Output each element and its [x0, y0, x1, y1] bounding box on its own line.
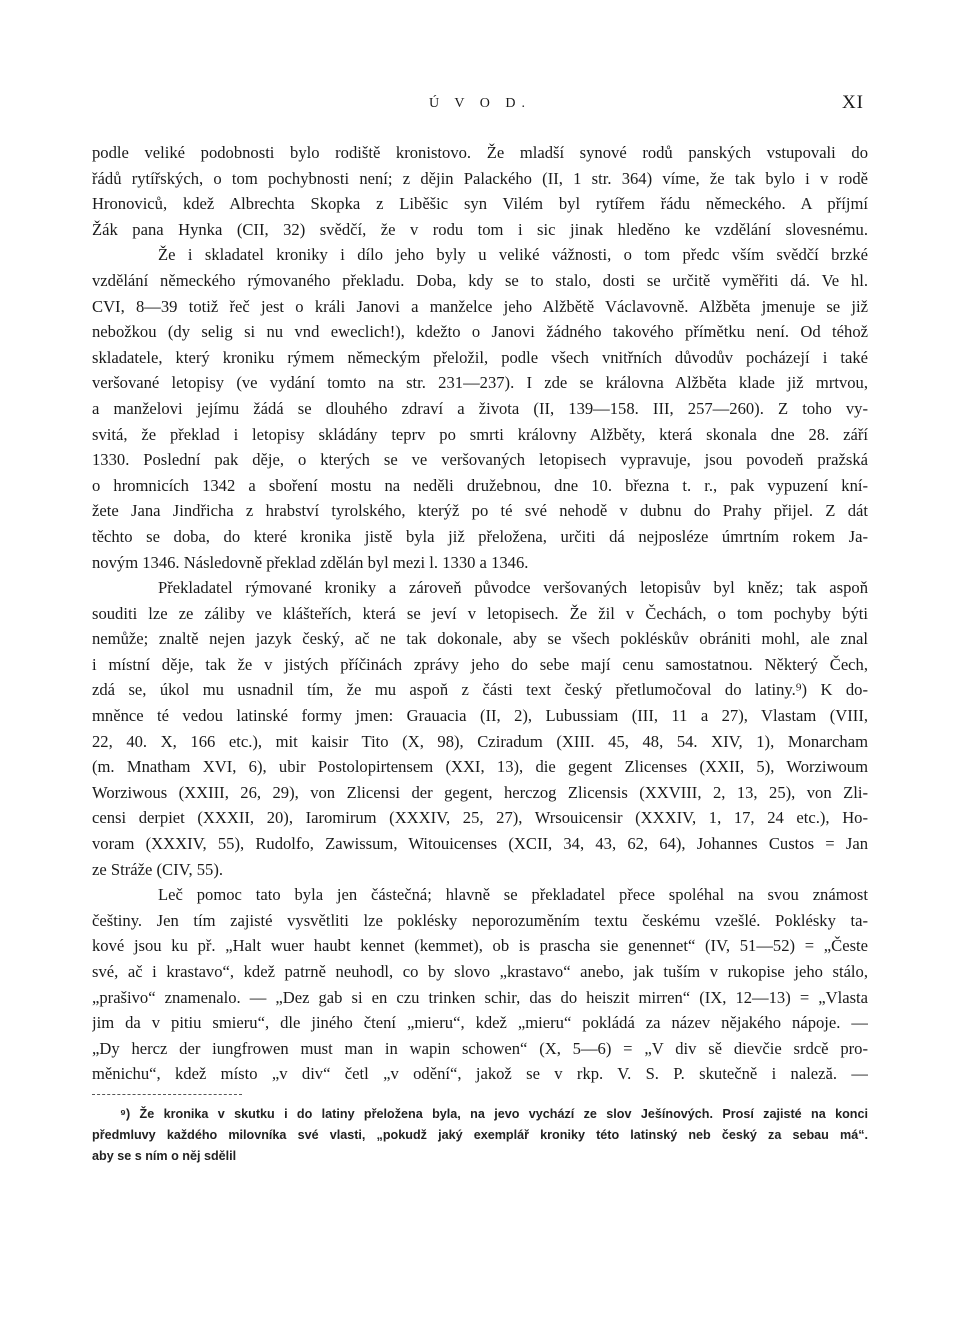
text-line: řádů rytířských, o tom pochybnosti není; z dějin Palackého (II, 1 str. 364) víme, že tak bylo i v rodě [92, 168, 868, 188]
text-line: jim da v pitiu smieru“, dle jiného čtení „mieru“, kdež „mieru“ pokládá za název nějakého nápoje. — [92, 1013, 868, 1033]
footnote-divider [92, 1094, 242, 1095]
text-line: i místní děje, tak že v jistých příčinách zprávy jeho do sebe mají cenu samostatnou. Některý Čech, [92, 654, 868, 674]
text-line: CVI, 8—39 totiž řeč jest o králi Janovi a manželce jeho Alžbětě Václavovně. Alžběta jmenuje se již [92, 296, 868, 316]
text-line: censi derpiet (XXXII, 20), Iaromirum (XXXIV, 25, 27), Wrsouicensir (XXXIV, 1, 17, 24 etc.), Ho- [92, 808, 868, 828]
text-line: vzdělání německého rýmovaného překladu. Doba, kdy se to stalo, dosti se určitě vyměřiti dá. Ve hl. [92, 270, 868, 290]
paragraph [92, 140, 868, 242]
text-line: zdá se, úkol mu usnadnil tím, že mu aspoň z části text český přetlumočoval do latiny.⁹) K do- [92, 680, 868, 700]
text-line: ze Stráže (CIV, 55). [92, 859, 224, 879]
text-line: „Dy hercz der iungfrowen must man in wapin schowen“ (X, 5—6) = „V div sě dievčie srdcě pro- [92, 1038, 868, 1058]
text-line: své, ač i krastavo“, kdež patrně neuhodl, co by slovo „krastavo“ anebo, jak tuším v rukopise jeho stálo, [92, 962, 868, 981]
paragraph [92, 575, 868, 882]
text-line: těchto se doba, do které kronika jistě byla již přeložena, určiti dá nejposléze úmrtním rokem Ja- [92, 526, 868, 546]
footnote [92, 1104, 868, 1167]
text-line: nebožkou (dy selig si nu vnd eweclich!), kdežto o Janovi žádného takového přímětku není. Od téhož [92, 322, 868, 342]
text-line: Překladatel rýmované kroniky a zároveň původce veršovaných letopisův byl kněz; tak aspoň [158, 578, 868, 598]
text-line: skladatele, který kroniku rýmem německým přeložil, podle všech vnitřních důvodův pocházejí i také [92, 347, 868, 367]
paragraph [92, 882, 868, 1087]
text-line: a manželovi jejímu žádá se dlouhého zdraví a života (II, 139—158. III, 257—260). Z toho vy- [92, 398, 868, 418]
text-line: měnichu“, kdež místo „v div“ četl „v odění“, jakož se v rkp. V. S. P. skutečně i naleză. — [92, 1064, 868, 1084]
page-header [92, 92, 868, 116]
text-line: Hronoviců, kdež Albrechta Skopka z Liběšic syn Vilém byl rytířem řádu německého. A příjmí [92, 194, 868, 214]
text-line: o hromnicích 1342 a sboření mostu na neděli družebnou, dne 10. března t. r., pak vypuzení kní- [92, 475, 868, 495]
body-text [92, 140, 868, 1087]
text-line: Že i skladatel kroniky i dílo jeho byly u veliké vážnosti, o tom předc vším svědčí brzké [158, 245, 868, 265]
text-line: 22, 40. X, 166 etc.), mit kaisir Tito (X, 98), Cziradum (XIII. 45, 48, 54. XIV, 1), Monarcham [92, 731, 868, 751]
text-line: podle veliké podobnosti bylo rodiště kronistovo. Že mladší synové rodů panských vstupovali do [92, 143, 868, 162]
running-head: Ú V O D. [429, 96, 531, 111]
text-line: svitá, že překlad i letopisy skládány teprv po smrti královny Alžběty, která skonala dne 28. září [92, 424, 868, 444]
text-line: veršované letopisy (ve vydání tomto na str. 231—237). I zde se královna Alžběta klade již mrtvou, [92, 373, 868, 393]
text-line: „prašivo“ znamenalo. — „Dez gab si en czu trinken schir, das do heiszit mirren“ (IX, 12—13) = „Vlasta [92, 987, 868, 1007]
footnote-line: ⁹) Že kronika v skutku i do latiny přeložena byla, na jevo vychází ze slov Ješínových. Prosí zajisté na konci [120, 1107, 868, 1121]
text-line: Leč pomoc tato byla jen částečná; hlavně se překladatel přece spoléhal na svou známost [158, 885, 868, 905]
text-line: kové jsou ku př. „Halt wuer haubt kennet (kemmet), ob is prascha sie genennet“ (IV, 51—52) = „Česte [92, 936, 868, 956]
footnote-line: aby se s ním o něj sdělil [92, 1149, 237, 1163]
text-line: (m. Mnatham XVI, 6), ubir Postolopirtensem (XXI, 13), die gegent Zlicenses (XXII, 5), Worziwoum [92, 757, 868, 777]
text-line: mněnce té vedou latinské formy jmen: Grauacia (II, 2), Lubussiam (III, 11 a 27), Vlastam (VIII, [92, 706, 868, 726]
text-line: Žák pana Hynka (CII, 32) svědčí, že v rodu tom i sic jinak hleděno ke vzdělání slovesnému. [92, 219, 868, 239]
text-line: novým 1346. Následovně překlad zdělán byl mezi l. 1330 a 1346. [92, 552, 529, 572]
text-line: nemůže; znaltě nejen jazyk český, ač ne tak dokonale, aby se všech pokléskův obrániti mohl, ale znal [92, 629, 868, 649]
footnote-line: předmluvy každého milovníka své vlasti, „pokudž jaký exemplář kroniky této latinský neb český za sebau má“. [92, 1128, 868, 1142]
text-line: voram (XXXIV, 55), Rudolfo, Zawissum, Witouicenses (XCII, 34, 43, 62, 64), Johannes Custos = Jan [92, 834, 868, 854]
page-number: XI [841, 92, 864, 113]
text-line: 1330. Poslední pak děje, o kterých se ve veršovaných letopisech vypravuje, jsou povodeň pražská [92, 450, 868, 470]
text-line: souditi lze ze záliby ve klášteřích, která se jeví v letopisech. Že žil v Čechách, o tom pochyby býti [92, 603, 868, 623]
text-line: češtiny. Jen tím zajisté vysvětliti lze poklésky neporozuměním textu českému vzešlé. Poklésky ta- [92, 910, 868, 930]
text-line: Worziwous (XXIII, 26, 29), von Zlicensi der gegent, herczog Zlicensis (XXVIII, 2, 13, 25), von Zli- [92, 782, 868, 802]
paragraph [92, 242, 868, 575]
text-line: žete Jana Jindřicha z hrabství tyrolského, kterýž po té své nehodě v dubnu do Prahy přijel. Z dát [92, 501, 868, 521]
